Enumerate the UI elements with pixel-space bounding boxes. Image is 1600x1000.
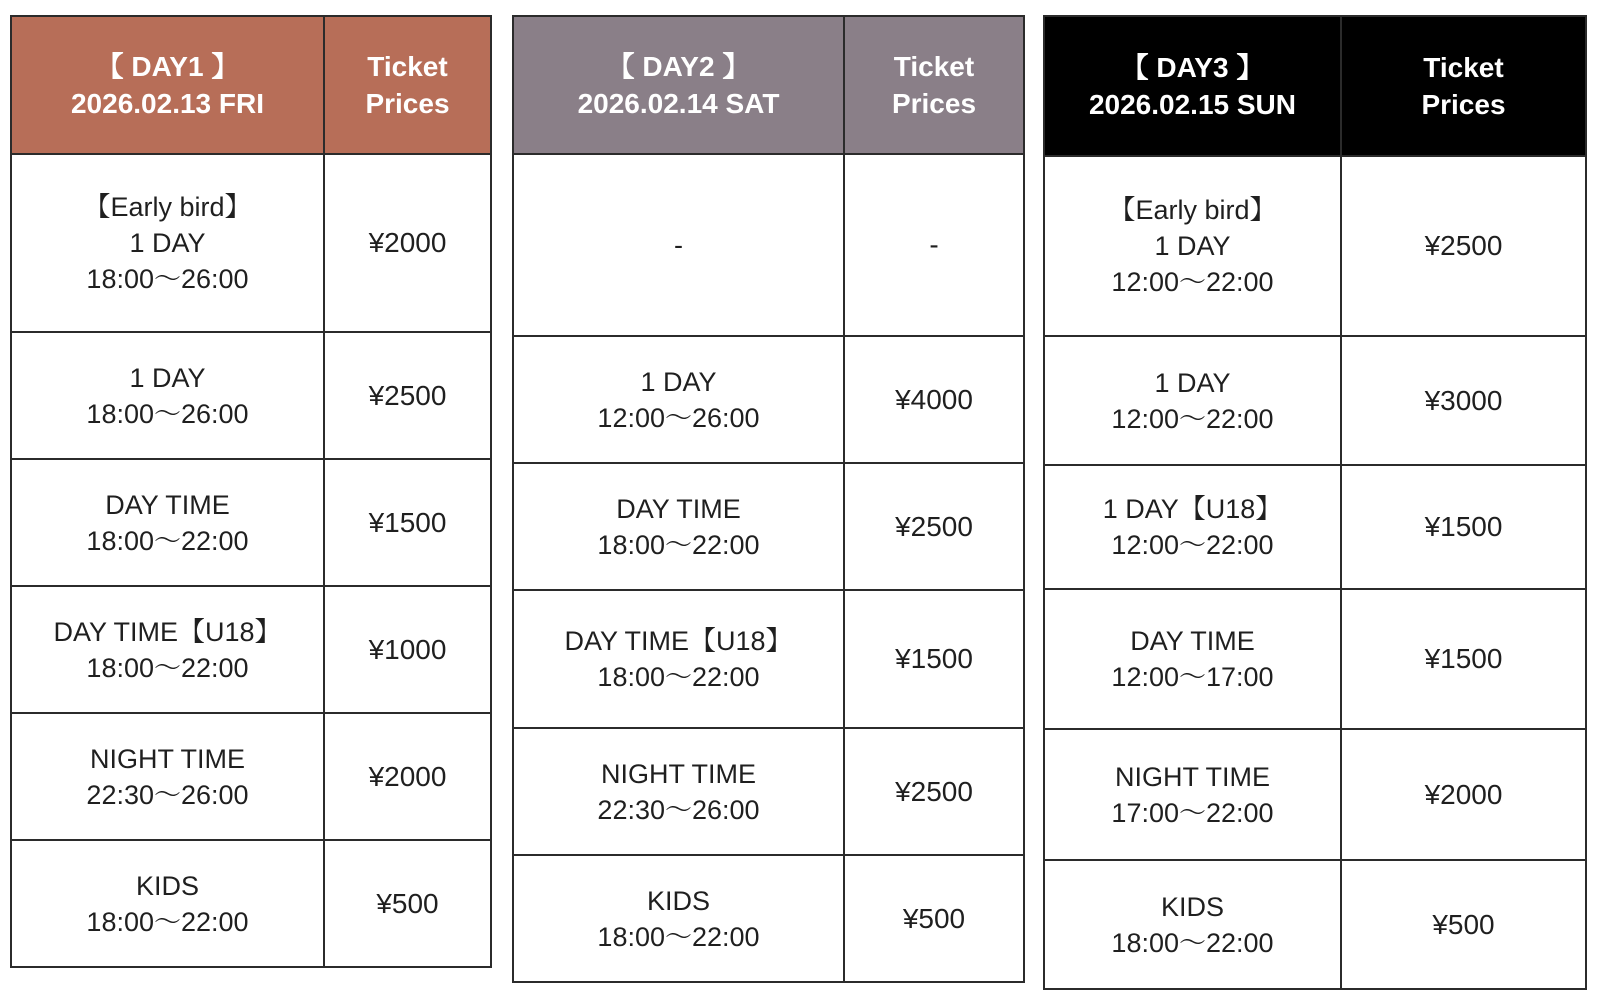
ticket-line: NIGHT TIME <box>89 743 245 774</box>
price-cell: ¥2500 <box>844 463 1024 590</box>
day3-price-table <box>1043 15 1587 990</box>
ticket-type-cell <box>513 855 844 982</box>
ticket-line: NIGHT TIME <box>600 758 756 789</box>
ticket-line: KIDS <box>1160 891 1225 922</box>
table-row <box>11 713 491 840</box>
price-cell: ¥2500 <box>324 332 491 459</box>
price-cell: ¥4000 <box>844 336 1024 463</box>
ticket-type-cell <box>11 154 324 332</box>
table-row <box>1044 589 1586 729</box>
price-cell: ¥2500 <box>844 728 1024 855</box>
ticket-type-cell <box>1044 465 1341 589</box>
price-cell: ¥3000 <box>1341 336 1586 465</box>
ticket-line: 12:00〜22:00 <box>1111 403 1274 434</box>
ticket-line: 1 DAY <box>640 366 717 397</box>
date-label: 2026.02.15 SUN <box>1088 89 1297 120</box>
ticket-line: 12:00〜22:00 <box>1111 530 1274 560</box>
price-cell: ¥1500 <box>844 590 1024 728</box>
price-cell: ¥2000 <box>324 154 491 332</box>
price-header-line: Ticket <box>893 51 975 82</box>
ticket-type-cell <box>513 154 844 336</box>
ticket-type-cell <box>1044 729 1341 860</box>
ticket-line: KIDS <box>646 885 711 916</box>
ticket-line: 1 DAY <box>1154 367 1231 398</box>
table-row <box>11 586 491 713</box>
ticket-line: 1 DAY <box>129 362 206 393</box>
table-row <box>513 590 1024 728</box>
price-cell: ¥1000 <box>324 586 491 713</box>
price-cell: ¥1500 <box>324 459 491 586</box>
ticket-type-cell <box>1044 156 1341 336</box>
ticket-line: NIGHT TIME <box>1114 761 1270 792</box>
ticket-line: 18:00〜22:00 <box>86 906 249 937</box>
day-label: 【 DAY3 】 <box>1120 52 1265 83</box>
table-row <box>513 728 1024 855</box>
ticket-line: 18:00〜22:00 <box>597 921 760 952</box>
ticket-line: DAY TIME <box>616 493 741 524</box>
ticket-type-cell <box>1044 860 1341 989</box>
price-header-line: Prices <box>1421 89 1506 120</box>
ticket-type-cell <box>1044 336 1341 465</box>
table-row <box>513 154 1024 336</box>
ticket-line: KIDS <box>135 870 200 901</box>
day-label: 【 DAY2 】 <box>606 51 751 82</box>
day-date-header <box>513 16 844 154</box>
ticket-line: 12:00〜22:00 <box>1111 267 1274 297</box>
table-header-row <box>1044 16 1586 156</box>
price-cell: ¥500 <box>324 840 491 967</box>
ticket-line: - <box>674 230 683 260</box>
ticket-type-cell <box>513 336 844 463</box>
ticket-line: 18:00〜22:00 <box>86 652 249 683</box>
ticket-line: 【Early bird】 <box>83 192 252 222</box>
ticket-type-cell <box>11 840 324 967</box>
table-row <box>1044 336 1586 465</box>
table-row <box>513 463 1024 590</box>
price-cell: ¥1500 <box>1341 589 1586 729</box>
ticket-line: 12:00〜26:00 <box>597 402 760 433</box>
day-label: 【 DAY1 】 <box>95 51 240 82</box>
ticket-line: 【Early bird】 <box>1108 195 1277 225</box>
ticket-type-cell <box>11 332 324 459</box>
ticket-type-cell <box>11 459 324 586</box>
day-date-header <box>11 16 324 154</box>
ticket-type-cell <box>11 713 324 840</box>
date-label: 2026.02.14 SAT <box>577 88 780 119</box>
ticket-line: DAY TIME【U18】 <box>53 616 282 647</box>
ticket-line: 22:30〜26:00 <box>86 779 249 810</box>
price-cell: ¥1500 <box>1341 465 1586 589</box>
table-row <box>11 840 491 967</box>
table-row <box>1044 729 1586 860</box>
ticket-type-cell <box>513 463 844 590</box>
price-header-line: Prices <box>891 88 977 119</box>
ticket-type-cell <box>513 590 844 728</box>
date-label: 2026.02.13 FRI <box>70 88 265 119</box>
table-row <box>1044 465 1586 589</box>
price-cell: ¥500 <box>1341 860 1586 989</box>
ticket-line: 12:00〜17:00 <box>1111 662 1274 692</box>
table-header-row <box>11 16 491 154</box>
ticket-prices-header <box>1341 16 1586 156</box>
ticket-line: 22:30〜26:00 <box>597 794 760 825</box>
table-row <box>513 336 1024 463</box>
price-header-line: Ticket <box>367 51 448 82</box>
ticket-type-cell <box>513 728 844 855</box>
ticket-line: 18:00〜22:00 <box>86 525 249 556</box>
price-cell: ¥2500 <box>1341 156 1586 336</box>
ticket-line: 18:00〜22:00 <box>597 529 760 560</box>
table-row <box>513 855 1024 982</box>
table-header-row <box>513 16 1024 154</box>
price-cell: ¥2000 <box>1341 729 1586 860</box>
table-row <box>1044 156 1586 336</box>
ticket-line: 1 DAY <box>129 228 206 258</box>
ticket-type-cell <box>1044 589 1341 729</box>
table-row <box>11 459 491 586</box>
ticket-line: DAY TIME【U18】 <box>564 626 793 656</box>
price-cell: ¥2000 <box>324 713 491 840</box>
table-row <box>11 332 491 459</box>
ticket-line: 18:00〜22:00 <box>597 662 760 692</box>
day2-price-table <box>512 15 1025 983</box>
ticket-line: DAY TIME <box>1130 626 1255 656</box>
ticket-line: 17:00〜22:00 <box>1111 797 1274 828</box>
table-row <box>11 154 491 332</box>
ticket-line: 18:00〜26:00 <box>86 264 249 294</box>
price-cell: ¥500 <box>844 855 1024 982</box>
ticket-line: 1 DAY【U18】 <box>1102 494 1283 524</box>
ticket-line: 18:00〜26:00 <box>86 398 249 429</box>
ticket-line: DAY TIME <box>105 489 230 520</box>
ticket-prices-header <box>324 16 491 154</box>
price-cell: - <box>844 154 1024 336</box>
price-header-line: Ticket <box>1423 52 1504 83</box>
ticket-line: 18:00〜22:00 <box>1111 927 1274 958</box>
ticket-type-cell <box>11 586 324 713</box>
price-header-line: Prices <box>365 88 450 119</box>
day1-price-table <box>10 15 492 968</box>
day-date-header <box>1044 16 1341 156</box>
ticket-prices-header <box>844 16 1024 154</box>
ticket-line: 1 DAY <box>1154 231 1231 261</box>
table-row <box>1044 860 1586 989</box>
